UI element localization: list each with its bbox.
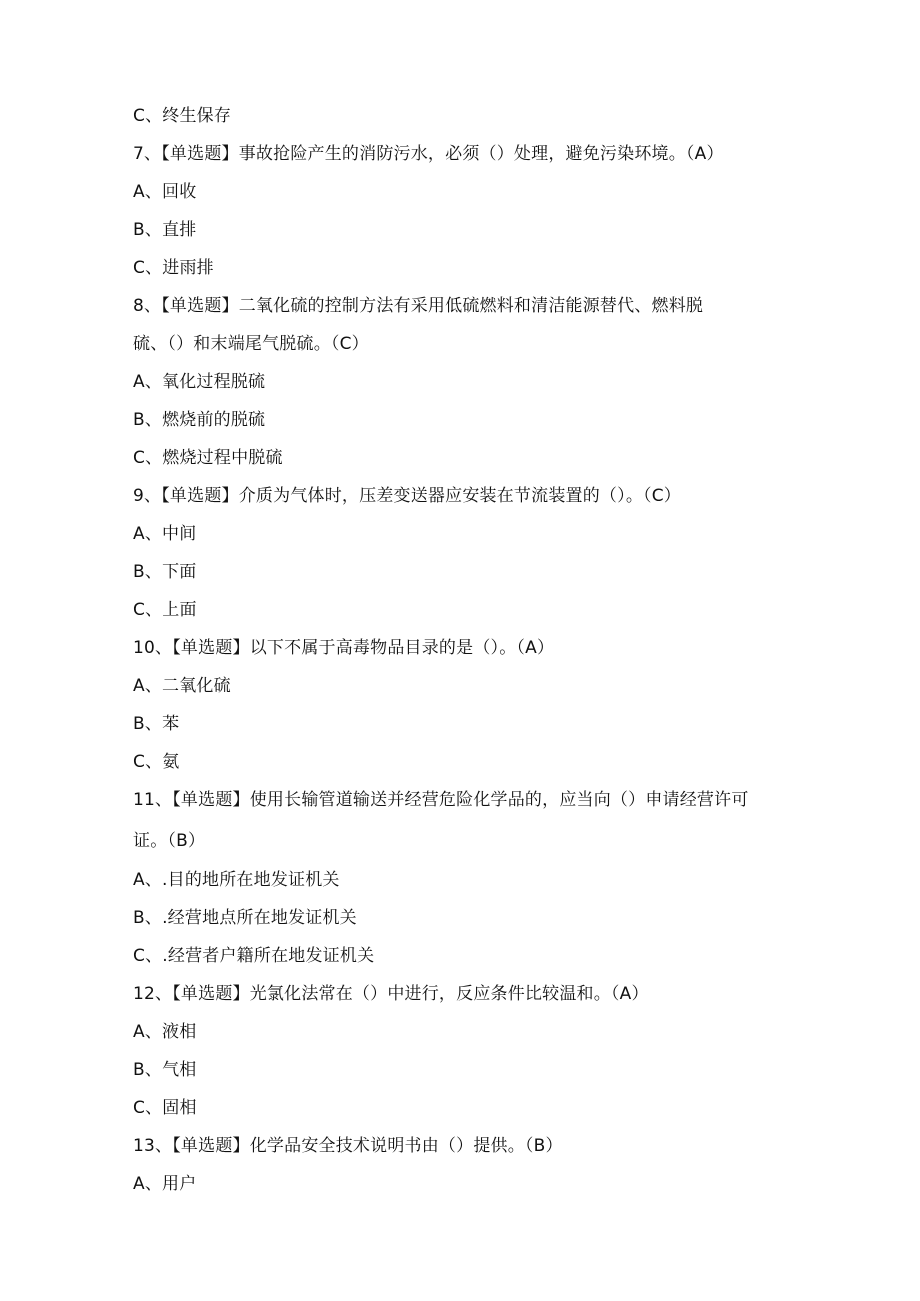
answer-option: B、.经营地点所在地发证机关 xyxy=(133,908,357,928)
answer-option: A、氧化过程脱硫 xyxy=(133,372,266,392)
question-text: 8、【单选题】二氧化硫的控制方法有采用低硫燃料和清洁能源替代、燃料脱 xyxy=(133,296,704,316)
question-text-continued: 硫、（）和末端尾气脱硫。（C） xyxy=(133,334,369,354)
answer-option: B、直排 xyxy=(133,220,197,240)
answer-option: B、气相 xyxy=(133,1060,197,1080)
question-text: 12、【单选题】光氯化法常在（）中进行，反应条件比较温和。（A） xyxy=(133,984,649,1004)
question-text: 13、【单选题】化学品安全技术说明书由（）提供。（B） xyxy=(133,1136,563,1156)
question-text-continued: 证。（B） xyxy=(133,831,206,851)
answer-option: C、上面 xyxy=(133,600,197,620)
answer-option: C、终生保存 xyxy=(133,106,232,126)
answer-option: B、燃烧前的脱硫 xyxy=(133,410,266,430)
answer-option: A、用户 xyxy=(133,1174,197,1194)
answer-option: A、中间 xyxy=(133,524,197,544)
answer-option: C、固相 xyxy=(133,1098,197,1118)
answer-option: A、二氧化硫 xyxy=(133,676,231,696)
answer-option: A、.目的地所在地发证机关 xyxy=(133,870,340,890)
question-text: 11、【单选题】使用长输管道输送并经营危险化学品的，应当向（）申请经营许可 xyxy=(133,790,749,810)
question-text: 10、【单选题】以下不属于高毒物品目录的是（）。（A） xyxy=(133,638,555,658)
answer-option: C、燃烧过程中脱硫 xyxy=(133,448,283,468)
answer-option: A、液相 xyxy=(133,1022,197,1042)
answer-option: C、.经营者户籍所在地发证机关 xyxy=(133,946,375,966)
answer-option: B、苯 xyxy=(133,714,180,734)
answer-option: C、氨 xyxy=(133,752,180,772)
question-text: 7、【单选题】事故抢险产生的消防污水，必须（）处理，避免污染环境。（A） xyxy=(133,144,724,164)
answer-option: C、进雨排 xyxy=(133,258,214,278)
answer-option: A、回收 xyxy=(133,182,197,202)
answer-option: B、下面 xyxy=(133,562,197,582)
question-text: 9、【单选题】介质为气体时，压差变送器应安装在节流装置的（）。（C） xyxy=(133,486,681,506)
